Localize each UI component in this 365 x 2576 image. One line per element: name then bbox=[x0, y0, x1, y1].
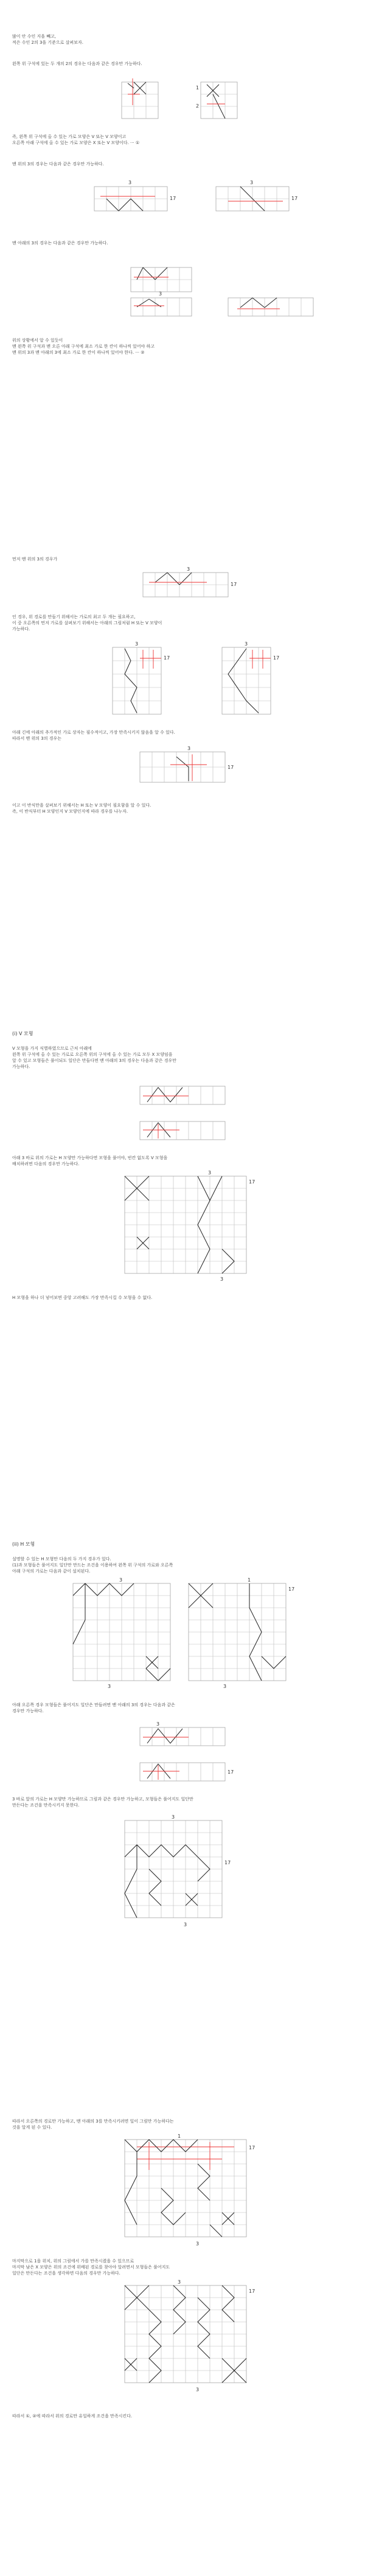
label-3-bottom: 3 bbox=[184, 1922, 187, 1927]
section-v-title: (i) V 모형 bbox=[12, 1031, 33, 1036]
label-3: 3 bbox=[187, 567, 190, 572]
figure-h-two-cases bbox=[67, 1577, 298, 1693]
label-1: 1 bbox=[196, 85, 200, 91]
paragraph-17: 따라서 오른쪽의 경로만 가능하고, 맨 아래의 3를 만족시키려면 일이 그림만 가능하다는 것을 알게 된 수 있다. bbox=[12, 2119, 174, 2130]
intro-paragraph: 많이 안 수인 지을 빼고, 적은 수인 2의 3을 기준으로 살펴보자. bbox=[12, 34, 83, 45]
label-3a: 3 bbox=[128, 180, 132, 185]
label-17: 17 bbox=[249, 1179, 255, 1185]
paragraph-10: 이고 이 반식만을 살펴보기 위해서는 H 또는 V 모양이 필요함을 알 수 있다. 즉, 이 반식부터 H 모양인지 V 모양인지에 따라 경우를 나누자. bbox=[12, 803, 151, 814]
paragraph-12: 아래 3 바로 위의 가로는 H 모양만 가능하다면 모형을 풀어야, 빈칸 없도록 V 모형을 배치하려면 다음의 경우만 가능하다. bbox=[12, 1155, 168, 1166]
label-3: 1 bbox=[248, 1577, 251, 1583]
section-h-title: (ii) H 모형 bbox=[12, 1541, 35, 1547]
paragraph-14: 설명할 수 있는 H 모형만 다음의 두 가지 경우가 있다. (1)과 모형들은 풀어지도 일단만 만드는 조건을 이용하여 왼쪽 위 구석의 가로와 오른쪽 아래 구석의 가로는 다음과 같이 설치된다. bbox=[12, 1557, 173, 1574]
label-17: 17 bbox=[249, 2145, 255, 2151]
figure-top-three bbox=[88, 179, 313, 225]
grid-h-case-right bbox=[189, 1577, 294, 1689]
grid-top-left bbox=[94, 180, 176, 211]
grid-h-option bbox=[113, 641, 170, 714]
label-17: 17 bbox=[288, 1586, 295, 1592]
grid-left bbox=[122, 78, 158, 119]
grid-h-case-left bbox=[73, 1577, 170, 1689]
paragraph-3: 즉, 왼쪽 위 구석에 올 수 있는 가로 모양은 V 또는 V 모양이고 오른쪽 아래 구석에 올 수 있는 가로 모양은 X 또는 V 모양이다. ··· ① bbox=[12, 134, 140, 145]
label-17: 17 bbox=[224, 1860, 231, 1865]
label-3b: 3 bbox=[250, 180, 254, 185]
figure-first-case bbox=[137, 565, 246, 608]
label-3c: 3 bbox=[159, 291, 162, 297]
label-17: 17 bbox=[228, 1769, 234, 1775]
figure-first-resolved bbox=[134, 745, 249, 790]
paragraph-7: 먼저 맨 위의 3의 경우가 bbox=[12, 557, 58, 562]
figure-corner-grids bbox=[116, 76, 274, 128]
grid-bottom-left bbox=[131, 267, 192, 292]
figure-v-bottom-pair bbox=[134, 1079, 237, 1149]
label-17: 17 bbox=[231, 582, 237, 587]
label-17a: 17 bbox=[170, 196, 176, 201]
grid-v-option bbox=[222, 641, 279, 714]
paragraph-15: 아래 오른쪽 경우 모형들은 풀어지도 일단은 만들려면 맨 아래의 3의 경우는 다음과 같은 경우만 가능하다. bbox=[12, 1703, 175, 1713]
label-3-bottom: 3 bbox=[196, 2241, 200, 2247]
figure-h-v-options bbox=[103, 641, 304, 720]
strip-2 bbox=[140, 1763, 234, 1781]
label-17: 17 bbox=[249, 2288, 255, 2294]
label-3-bottom: 3 bbox=[108, 1684, 111, 1689]
paragraph-5: 맨 아래의 3의 경우는 다음과 같은 경우만 가능하다. bbox=[12, 241, 108, 246]
label-3: 3 bbox=[187, 746, 191, 751]
paragraph-13: H 모형을 하나 더 넣어보면 중앙 고려해도 가장 만족시킬 수 모형을 수 없다. bbox=[12, 1295, 153, 1300]
strip-1 bbox=[140, 1086, 225, 1104]
paragraph-16: 3 바로 앞의 가로는 H 모양만 가능하므로 그림과 같은 경우만 가능하고, 모형들은 풀어지도 일단만 만든다는 조건을 만족시키지 못한다. bbox=[12, 1797, 193, 1808]
paragraph-6: 위의 상황에서 알 수 있듯이 맨 왼쪽 위 구석과 맨 오른 아래 구석에 최소 가로 한 칸이 하나씩 있어야 하고 맨 위의 3과 맨 아래의 3에 최소 가로 한 칸이 하나씩 있어야 한다. ··· ② bbox=[12, 338, 155, 355]
label-3-bottom: 3 bbox=[220, 1276, 224, 1282]
label-3-bottom: 3 bbox=[223, 1684, 227, 1689]
paragraph-4: 맨 위의 3의 경우는 다음과 같은 경우만 가능하다. bbox=[12, 162, 104, 167]
label-3: 3 bbox=[119, 1577, 123, 1583]
grid-right bbox=[201, 82, 237, 119]
paragraph-11: V 모형을 가지 식별하였으므로 근처 아래에 왼쪽 위 구석에 올 수 있는 가로로 오른쪽 위의 구석에 올 수 있는 가로 모두 X 모양임을 알 수 있고 모형들은 풀이되도 일단은 만들다면 맨 아래의 3의 경우는 다음과 같은 경우만 가능하다. bbox=[12, 1046, 177, 1069]
label-3: 3 bbox=[245, 641, 248, 647]
figure-final-answer bbox=[119, 2279, 265, 2398]
paragraph-19: 따라서 ①, ②에 따라서 위의 경로만 유일하게 조건을 만족시킨다. bbox=[12, 2414, 133, 2419]
paragraph-8: 인 경우, 위 경로를 만들기 위해서는 가로의 최고 두 개는 필요하고, 이 중 오른쪽의 먼저 가로를 살펴보기 위해서는 아래의 그림처럼 H 또는 V 모양이 가능하다. bbox=[12, 615, 162, 632]
figure-bottom-three bbox=[125, 261, 325, 322]
label-2: 2 bbox=[196, 103, 200, 109]
strip-2 bbox=[140, 1121, 225, 1140]
grid-bottom-right bbox=[228, 298, 313, 316]
figure-h-full-grid bbox=[119, 1814, 252, 1933]
paragraph-9: 아래 긴에 아래의 추가적인 가로 상자는 필수적이고, 가장 만족시키지 않음을 알 수 있다. 따라서 맨 위의 3의 경우는 bbox=[12, 730, 175, 741]
label-17: 17 bbox=[164, 655, 170, 661]
label-17: 17 bbox=[273, 655, 280, 661]
grid-top-right bbox=[216, 180, 297, 211]
label-3: 3 bbox=[208, 1170, 212, 1176]
paragraph-18: 마지막으로 1을 위치, 위의 그림에서 가를 만족시켰을 수 있으므로 마지막 남은 X 모양은 위의 조건에 위배된 경로를 찾아야 알려면서 모형들은 풀어지도 일단은 만든다는 조건을 생각하면 다음의 경우만 가능하다. bbox=[12, 2259, 170, 2276]
grid-bottom-mid bbox=[131, 291, 192, 316]
label-3-bottom: 3 bbox=[196, 2387, 200, 2392]
label-17b: 17 bbox=[291, 196, 298, 201]
label-3: 3 bbox=[156, 1721, 160, 1727]
label-3: 3 bbox=[135, 641, 139, 647]
figure-h-bottom-pair bbox=[134, 1720, 237, 1790]
label-3: 3 bbox=[178, 2279, 181, 2285]
figure-v-full-grid bbox=[119, 1170, 265, 1286]
paragraph-2: 왼쪽 위 구석에 있는 두 개의 2의 경우는 다음과 같은 경우만 가능하다. bbox=[12, 61, 142, 66]
label-1: 1 bbox=[178, 2133, 181, 2139]
label-17: 17 bbox=[228, 765, 234, 770]
label-3: 3 bbox=[172, 1814, 175, 1820]
strip-1 bbox=[140, 1721, 225, 1746]
figure-final-candidate bbox=[119, 2133, 265, 2252]
